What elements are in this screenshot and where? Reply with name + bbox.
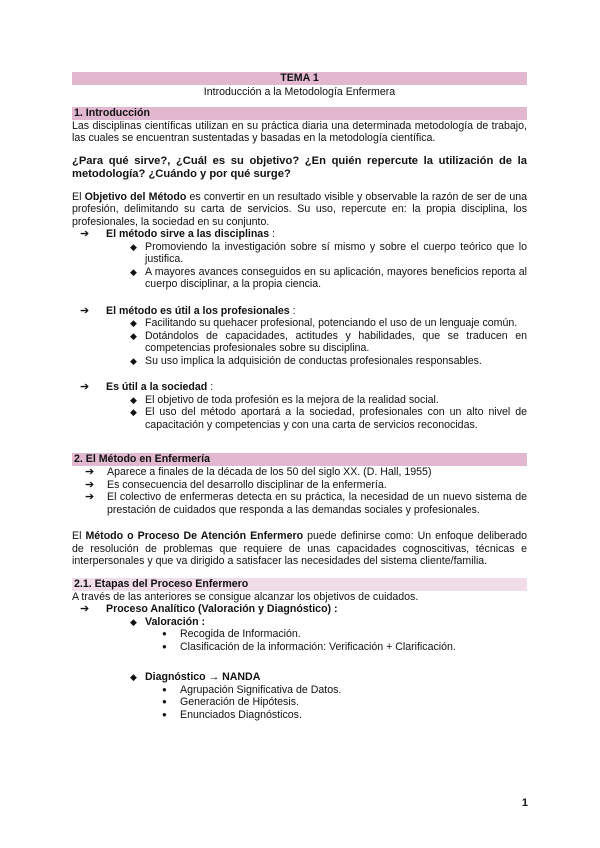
list-item: ◆ Su uso implica la adquisición de conductas profesionales responsables. [130,354,482,367]
arrow-right-icon: ➔ [85,478,95,491]
list-item: ● Agrupación Significativa de Datos. [162,683,342,696]
list-item: ● Generación de Hipótesis. [162,696,299,708]
diamond-bullet-icon: ◆ [130,355,137,366]
list-item: ➔ El colectivo de enfermeras detecta en su práctica, la necesidad de un nuevo sistema de prestación de cuidados que responda a las demandas sociales y profesionales. [85,491,527,516]
list-item: ● Enunciados Diagnósticos. [162,708,302,721]
dot-bullet-icon: ● [162,641,167,651]
section-heading-introduccion: 1. Introducción [72,107,527,120]
section-heading-etapas: 2.1. Etapas del Proceso Enfermero [72,578,527,591]
diamond-bullet-icon: ◆ [130,394,137,405]
arrow-right-icon: ➔ [80,381,90,393]
diamond-bullet-icon: ◆ [130,672,137,682]
list-item: ● Recogida de Información. [162,628,301,640]
list-item: ◆ Dotándolos de capacidades, actitudes y habilidades, que se traducen en competencias profesionales sobre su disciplina. [130,329,527,354]
group-profesionales: ➔ El método es útil a los profesionales : [80,304,296,317]
list-item: ◆ Promoviendo la investigación sobre sí mismo y sobre el cuerpo teórico que lo justifica. [130,240,527,265]
tema-title: TEMA 1 [72,72,527,85]
diamond-bullet-icon: ◆ [130,241,137,252]
diagnostico-item: ◆ Diagnóstico → NANDA [130,671,261,683]
definition-paragraph: El Método o Proceso De Atención Enfermero puede definirse como: Un enfoque deliberado de resolución de problemas que requiere de unas capacidades cognoscitivas, técnicas e interpersonales y que va dirigido a satisfacer las necesidades del sistema cliente/familia. [72,530,527,567]
list-item: ◆ A mayores avances conseguidos en su aplicación, mayores beneficios reporta al cuerpo disciplinar, a la propia ciencia. [130,265,527,290]
list-item: ◆ El uso del método aportará a la sociedad, profesionales con un alto nivel de capacitación y competencias y con una carta de servicios reconocidas. [130,406,527,431]
list-item: ◆ Facilitando su quehacer profesional, potenciando el uso de un lenguaje común. [130,317,518,329]
diamond-bullet-icon: ◆ [130,407,137,417]
arrow-right-icon: ➔ [80,228,90,240]
section-heading-metodo: 2. El Método en Enfermería [72,453,527,466]
arrow-right-icon: ➔ [85,491,95,503]
dot-bullet-icon: ● [162,709,167,719]
etapas-intro: A través de las anteriores se consigue alcanzar los objetivos de cuidados. [72,590,419,603]
dot-bullet-icon: ● [162,629,167,638]
questions-paragraph: ¿Para qué sirve?, ¿Cuál es su objetivo? ¿En quién repercute la utilización de la metodología? ¿Cuándo y por qué surge? [72,154,527,180]
valoracion-item: ◆ Valoración : [130,615,206,628]
dot-bullet-icon: ● [162,684,167,694]
list-item: ➔ Aparece a finales de la década de los 50 del siglo XX. (D. Hall, 1955) [85,466,432,478]
diamond-bullet-icon: ◆ [130,616,137,627]
diamond-bullet-icon: ◆ [130,266,137,277]
dot-bullet-icon: ● [162,697,167,706]
tema-subtitle: Introducción a la Metodología Enfermera [203,86,396,98]
proceso-analitico: ➔ Proceso Analítico (Valoración y Diagnóstico) : [80,603,338,615]
arrow-right-icon: ➔ [80,304,90,317]
intro-paragraph: Las disciplinas científicas utilizan en su práctica diaria una determinada metodología de trabajo, las cuales se encuentran sustentadas y basadas en la metodología científica. [72,119,527,144]
list-item: ◆ El objetivo de toda profesión es la mejora de la realidad social. [130,393,439,406]
objetivo-paragraph: El Objetivo del Método es convertir en un resultado visible y observable la razón de ser de una profesión, delimitando su carta de servicios. Su uso, repercute en: la propia disciplina, los profesionales, la sociedad en su conjunto. [72,190,527,228]
document-page [72,72,527,721]
list-item: ● Clasificación de la información: Verificación + Clarificación. [162,640,456,653]
list-item: ➔ Es consecuencia del desarrollo disciplinar de la enfermería. [85,478,387,491]
arrow-right-icon: ➔ [85,466,95,478]
diamond-bullet-icon: ◆ [130,330,137,341]
group-sociedad: ➔ Es útil a la sociedad : [80,381,214,393]
page-number: 1 [521,797,528,809]
arrow-right-icon: ➔ [80,603,90,615]
diamond-bullet-icon: ◆ [130,318,137,328]
group-disciplinas: ➔ El método sirve a las disciplinas : [80,228,275,240]
